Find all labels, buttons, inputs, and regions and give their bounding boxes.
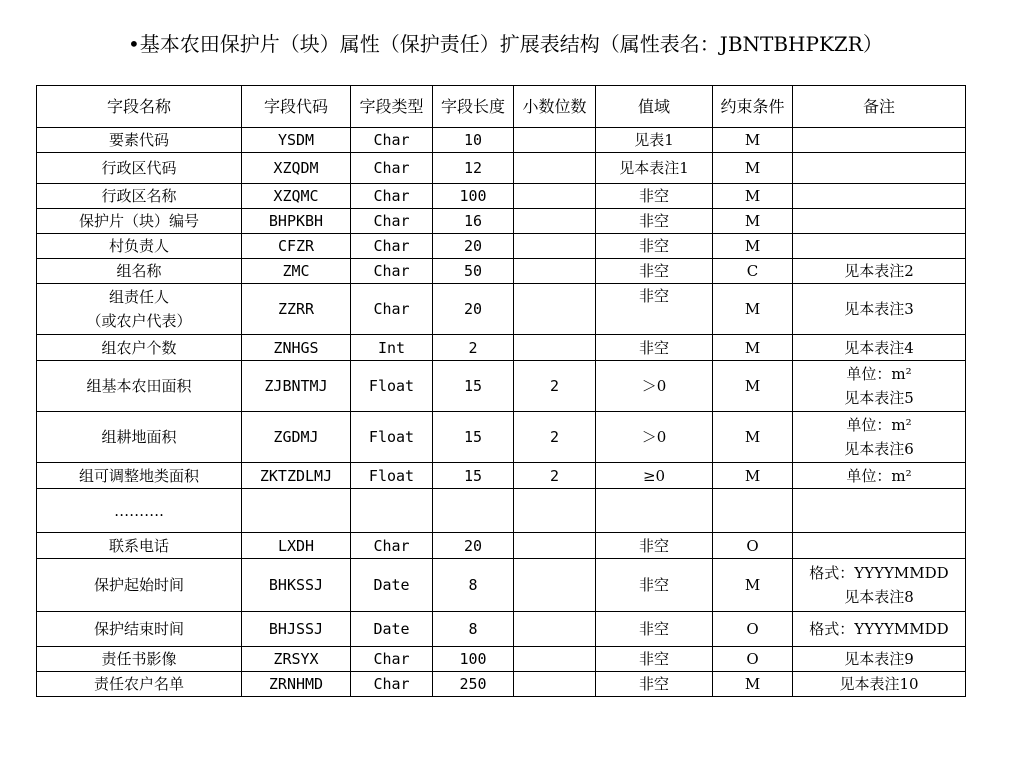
field-code: ZZRR [277,300,315,318]
field-type-cell [351,361,433,412]
field-name: 责任书影像 [101,650,177,668]
field-name-cell [37,559,242,612]
value-domain: 非空 [638,338,669,357]
table-row [37,612,966,647]
note-cell [793,672,966,697]
decimal-places-cell [514,361,596,412]
table-row [37,209,966,234]
field-name: 保护起始时间 [93,576,184,594]
field-name-cell [37,184,242,209]
field-code-cell [242,647,351,672]
field-name: 村负责人 [108,237,169,255]
note: 见本表注4 [844,338,914,357]
field-length-cell [433,361,514,412]
note-cell [793,234,966,259]
field-name: 联系电话 [108,536,169,555]
field-type: Char [373,237,410,255]
value-domain-cell [596,559,713,612]
note-cell [793,335,966,361]
constraint: M [744,187,761,205]
field-name-cell [37,361,242,412]
field-name: 保护结束时间 [93,620,184,638]
field-name-cell [37,335,242,361]
field-name: 组可调整地类面积 [78,466,199,485]
field-type: Char [373,675,410,693]
field-type-cell [351,335,433,361]
constraint-cell [713,647,793,672]
field-name-cell [37,647,242,672]
note-cell [793,209,966,234]
field-name-cell [37,234,242,259]
field-code-cell [242,412,351,463]
field-type: Char [373,536,410,555]
field-name-cell [37,209,242,234]
header-decimal-places: 小数位数 [514,86,596,128]
decimal-places: 2 [549,466,560,485]
field-code: ZKTZDLMJ [259,466,333,485]
constraint-cell [713,209,793,234]
field-length: 2 [468,338,478,357]
value-domain-cell [596,153,713,184]
constraint: M [744,212,761,230]
field-name-cell [37,533,242,559]
note-cell [793,612,966,647]
field-length-cell [433,259,514,284]
constraint-cell [713,284,793,335]
field-length-cell [433,612,514,647]
value-domain-cell [596,672,713,697]
field-type-cell [351,612,433,647]
table-row [37,284,966,335]
constraint: M [744,576,761,594]
field-name: 保护片（块）编号 [78,212,199,230]
table-row [37,463,966,489]
field-name: 行政区代码 [101,159,177,177]
value-domain-cell [596,533,713,559]
note: 单位：m² [846,365,912,383]
table-header-row [37,86,966,128]
constraint: O [746,620,759,638]
field-name-cell [37,412,242,463]
field-code: ZNHGS [273,338,319,357]
field-length-cell [433,128,514,153]
field-name-cell [37,463,242,489]
field-type-cell [351,259,433,284]
decimal-places-cell [514,128,596,153]
note-cell [793,647,966,672]
field-length: 15 [463,466,483,485]
field-code-cell [242,559,351,612]
note-cell [793,128,966,153]
decimal-places-cell [514,259,596,284]
field-name: 责任农户名单 [93,675,184,693]
constraint-cell [713,184,793,209]
value-domain: 非空 [638,620,669,638]
decimal-places-cell [514,672,596,697]
constraint-cell [713,412,793,463]
constraint-cell [713,612,793,647]
field-code-cell [242,284,351,335]
note-cell [793,284,966,335]
value-domain-cell [596,335,713,361]
field-length-cell [433,153,514,184]
value-domain-cell [596,489,713,533]
field-type-cell [351,234,433,259]
field-code-cell [242,128,351,153]
decimal-places-cell [514,209,596,234]
field-type: Char [373,212,410,230]
constraint: C [746,262,759,280]
constraint-cell [713,335,793,361]
page-title: •基本农田保护片（块）属性（保护责任）扩展表结构（属性表名：JBNTBHPKZR） [128,32,883,56]
value-domain-cell [596,284,713,335]
field-name-cell [37,489,242,533]
field-length-cell [433,184,514,209]
field-code: LXDH [277,536,315,555]
note-cell [793,259,966,284]
field-length: 15 [463,428,483,446]
constraint: O [746,536,759,555]
field-length-cell [433,412,514,463]
field-length-cell [433,559,514,612]
note: 单位：m² [846,466,912,485]
value-domain-cell [596,361,713,412]
field-name-cell [37,612,242,647]
field-name: ………. [114,501,164,520]
header-note: 备注 [793,86,966,128]
header-field-length: 字段长度 [433,86,514,128]
note-cell [793,463,966,489]
table-row [37,234,966,259]
field-code-cell [242,234,351,259]
attribute-table [36,85,966,697]
value-domain-cell [596,412,713,463]
field-code-cell [242,533,351,559]
decimal-places-cell [514,489,596,533]
value-domain-cell [596,209,713,234]
value-domain: ＞0 [641,377,667,395]
field-code-cell [242,259,351,284]
field-type-cell [351,672,433,697]
field-code-cell [242,209,351,234]
field-type-cell [351,559,433,612]
constraint: M [744,675,761,693]
constraint: M [744,338,761,357]
constraint: M [744,131,761,149]
field-length-cell [433,284,514,335]
field-name: 组名称 [116,262,162,280]
value-domain: ＞0 [641,428,667,446]
field-length: 8 [468,576,478,594]
header-value-domain: 值域 [596,86,713,128]
field-type: Date [373,576,410,594]
field-code: XZQDM [273,159,319,177]
decimal-places-cell [514,559,596,612]
table-row [37,489,966,533]
field-code: XZQMC [273,187,319,205]
field-name: 组耕地面积 [101,428,177,446]
field-type: Char [373,159,410,177]
constraint: M [744,159,761,177]
decimal-places: 2 [549,428,560,446]
note: 见本表注2 [844,262,914,280]
field-code-cell [242,463,351,489]
field-length-cell [433,234,514,259]
header-field-code: 字段代码 [242,86,351,128]
value-domain: 非空 [638,187,669,205]
field-length: 20 [463,237,483,255]
field-length: 16 [463,212,483,230]
table-row [37,559,966,612]
table-row [37,184,966,209]
header-field-name: 字段名称 [37,86,242,128]
field-code: BHJSSJ [268,620,324,638]
field-length-cell [433,335,514,361]
field-length-cell [433,463,514,489]
header-field-type: 字段类型 [351,86,433,128]
field-type: Float [368,428,415,446]
field-type: Float [368,377,415,395]
field-length-cell [433,209,514,234]
decimal-places-cell [514,184,596,209]
value-domain-cell [596,259,713,284]
decimal-places-cell [514,612,596,647]
constraint-cell [713,234,793,259]
value-domain-cell [596,463,713,489]
field-type: Float [368,466,415,485]
decimal-places-cell [514,463,596,489]
value-domain-cell [596,184,713,209]
field-type: Char [373,187,410,205]
constraint-cell [713,259,793,284]
field-type-cell [351,209,433,234]
field-length: 12 [463,159,483,177]
note-cell [793,153,966,184]
note-cell [793,489,966,533]
table-row [37,361,966,412]
field-type-cell [351,184,433,209]
note-cell [793,412,966,463]
field-length-cell [433,647,514,672]
field-name: 要素代码 [108,131,169,149]
note: 格式：YYYYMMDD [809,564,949,582]
constraint-cell [713,153,793,184]
note: 单位：m² [846,416,912,434]
decimal-places-cell [514,647,596,672]
field-code: BHKSSJ [268,576,324,594]
field-length: 20 [463,300,483,318]
field-length-cell [433,672,514,697]
header-constraint: 约束条件 [713,86,793,128]
field-name-cell [37,128,242,153]
note-cell [793,533,966,559]
field-name: 组基本农田面积 [86,377,192,395]
field-type-cell [351,463,433,489]
constraint-cell [713,463,793,489]
note-line2: 见本表注8 [844,588,914,606]
value-domain: 见本表注1 [619,159,689,177]
table-row [37,533,966,559]
field-code-cell [242,672,351,697]
field-name-cell [37,284,242,335]
table-row [37,259,966,284]
field-code: ZGDMJ [273,428,319,446]
value-domain: 非空 [638,536,669,555]
decimal-places-cell [514,412,596,463]
value-domain: 非空 [638,237,669,255]
field-code-cell [242,612,351,647]
field-length: 100 [459,650,487,668]
field-code: YSDM [277,131,315,149]
field-type: Int [377,338,406,357]
value-domain-cell [596,234,713,259]
constraint: M [744,466,761,485]
table-row [37,153,966,184]
field-type-cell [351,647,433,672]
field-type-cell [351,412,433,463]
value-domain-cell [596,612,713,647]
value-domain: 非空 [638,675,669,693]
field-length: 10 [463,131,483,149]
value-domain: 非空 [638,212,669,230]
field-code: BHPKBH [268,212,324,230]
constraint-cell [713,128,793,153]
note: 格式：YYYYMMDD [809,620,949,638]
field-code: ZRNHMD [268,675,324,693]
field-name-line2: （或农户代表） [86,312,192,330]
decimal-places: 2 [549,377,560,395]
constraint-cell [713,672,793,697]
constraint: M [744,237,761,255]
constraint-cell [713,559,793,612]
constraint: M [744,428,761,446]
decimal-places-cell [514,335,596,361]
note-line2: 见本表注5 [844,389,914,407]
field-code-cell [242,335,351,361]
value-domain-cell [596,647,713,672]
value-domain-cell [596,128,713,153]
note-cell [793,559,966,612]
field-length: 50 [463,262,483,280]
field-length: 20 [463,536,483,555]
field-code-cell [242,361,351,412]
field-code-cell [242,184,351,209]
field-type-cell [351,284,433,335]
table-row [37,128,966,153]
note: 见本表注3 [844,300,914,318]
table-row [37,335,966,361]
value-domain: 非空 [638,650,669,668]
field-code-cell [242,489,351,533]
value-domain: ≥0 [642,466,666,485]
field-type: Char [373,650,410,668]
field-type-cell [351,128,433,153]
note-cell [793,184,966,209]
field-length: 8 [468,620,478,638]
field-code-cell [242,153,351,184]
value-domain: 非空 [638,576,669,594]
value-domain: 非空 [638,287,669,305]
field-name-cell [37,672,242,697]
field-length: 15 [463,377,483,395]
field-name: 组农户个数 [101,338,177,357]
field-length-cell [433,489,514,533]
table-row [37,412,966,463]
field-length: 250 [459,675,487,693]
constraint: M [744,300,761,318]
note-cell [793,361,966,412]
constraint: M [744,377,761,395]
field-name: 行政区名称 [101,187,177,205]
table-row [37,647,966,672]
field-code: ZJBNTMJ [264,377,328,395]
field-name-cell [37,259,242,284]
field-length-cell [433,533,514,559]
field-type: Char [373,300,410,318]
value-domain: 见表1 [634,131,674,149]
decimal-places-cell [514,284,596,335]
constraint-cell [713,533,793,559]
field-code: CFZR [277,237,315,255]
field-type-cell [351,153,433,184]
field-type-cell [351,489,433,533]
note: 见本表注9 [844,650,914,668]
decimal-places-cell [514,234,596,259]
note: 见本表注10 [839,675,919,693]
field-code: ZRSYX [273,650,319,668]
constraint-cell [713,489,793,533]
field-length: 100 [459,187,487,205]
decimal-places-cell [514,153,596,184]
table-row [37,672,966,697]
note-line2: 见本表注6 [844,440,914,458]
field-type: Date [373,620,410,638]
value-domain: 非空 [638,262,669,280]
field-name: 组责任人 [108,288,169,306]
field-name-cell [37,153,242,184]
field-type: Char [373,262,410,280]
constraint-cell [713,361,793,412]
field-type: Char [373,131,410,149]
field-type-cell [351,533,433,559]
decimal-places-cell [514,533,596,559]
field-code: ZMC [282,262,310,280]
constraint: O [746,650,759,668]
